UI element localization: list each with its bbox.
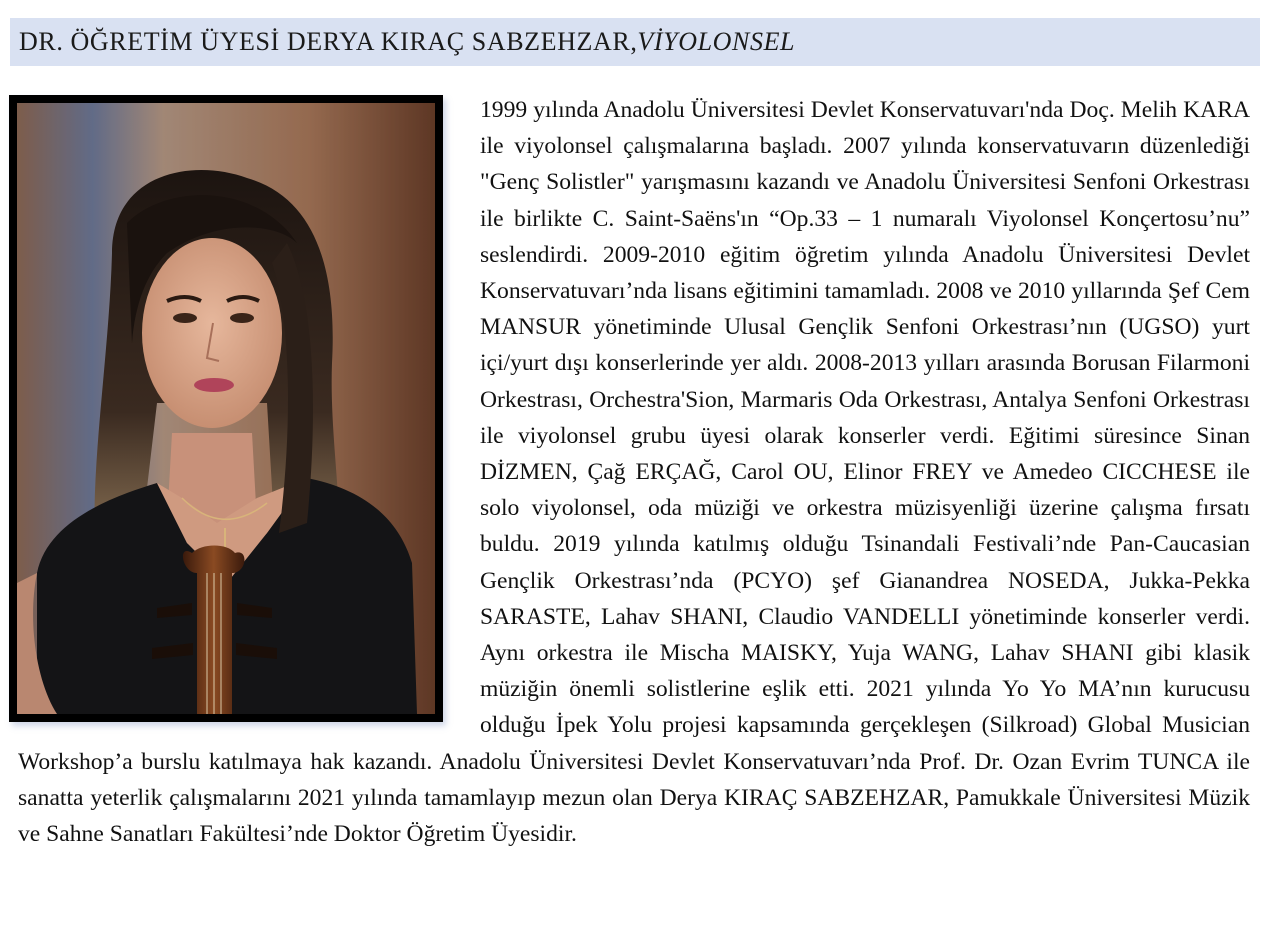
photo-wrap-spacer bbox=[18, 92, 480, 724]
biography-text: 1999 yılında Anadolu Üniversitesi Devlet Konservatuvarı'nda Doç. Melih KARA ile viyolonsel çalışmalarına başladı. 2007 yılında konservatuvarın düzenlediği "Genç Solistler" yarışmasını kazandı ve Anadolu Üniversitesi Senfoni Orkestrası ile birlikte C. Saint-Saëns'ın “Op.33 – 1 numaralı Viyolonsel Konçertosu’nu” seslendirdi. 2009-2010 eğitim öğretim yılında Anadolu Üniversitesi Devlet Konservatuvarı’nda lisans eğitimini tamamladı. 2008 ve 2010 yıllarında Şef Cem MANSUR yönetiminde Ulusal Gençlik Senfoni Orkestrası’nın (UGSO) yurt içi/yurt dışı konserlerinde yer aldı. 2008-2013 yılları arasında Borusan Filarmoni Orkestrası, Orchestra'Sion, Marmaris Oda Orkestrası, Antalya Senfoni Orkestrası ile viyolonsel grubu üyesi olarak konserler verdi. Eğitimi süresince Sinan DİZMEN, Çağ ERÇAĞ, Carol OU, Elinor FREY ve Amedeo CICCHESE ile solo viyolonsel, oda müziği ve orkestra müzisyenliği üzerine çalışma fırsatı buldu. 2019 yılında katılmış olduğu Tsinandali Festivali’nde Pan-Caucasian Gençlik Orkestrası’nda (PCYO) şef Gianandrea NOSEDA, Jukka-Pekka SARASTE, Lahav SHANI, Claudio VANDELLI yönetiminde konserler verdi. Aynı orkestra ile Mischa MAISKY, Yuja WANG, Lahav SHANI gibi klasik müziğin önemli solistlerine eşlik etti. 2021 yılında Yo Yo MA’nın kurucusu olduğu İpek Yolu projesi kapsamında gerçekleşen (Silkroad) Global Musician Workshop’a burslu katılmaya hak kazandı. Anadolu Üniversitesi Devlet Konservatuvarı’nda Prof. Dr. Ozan Evrim TUNCA ile sanatta yeterlik çalışmalarını 2021 yılında tamamlayıp mezun olan Derya KIRAÇ SABZEHZAR, Pamukkale Üniversitesi Müzik ve Sahne Sanatları Fakültesi’nde Doktor Öğretim Üyesidir. bbox=[18, 97, 1250, 848]
header-instrument: VİYOLONSEL bbox=[637, 27, 796, 56]
section-header bbox=[10, 18, 1260, 66]
biography-paragraph bbox=[18, 92, 1250, 852]
header-title: DR. ÖĞRETİM ÜYESİ DERYA KIRAÇ SABZEHZAR, bbox=[19, 27, 638, 56]
